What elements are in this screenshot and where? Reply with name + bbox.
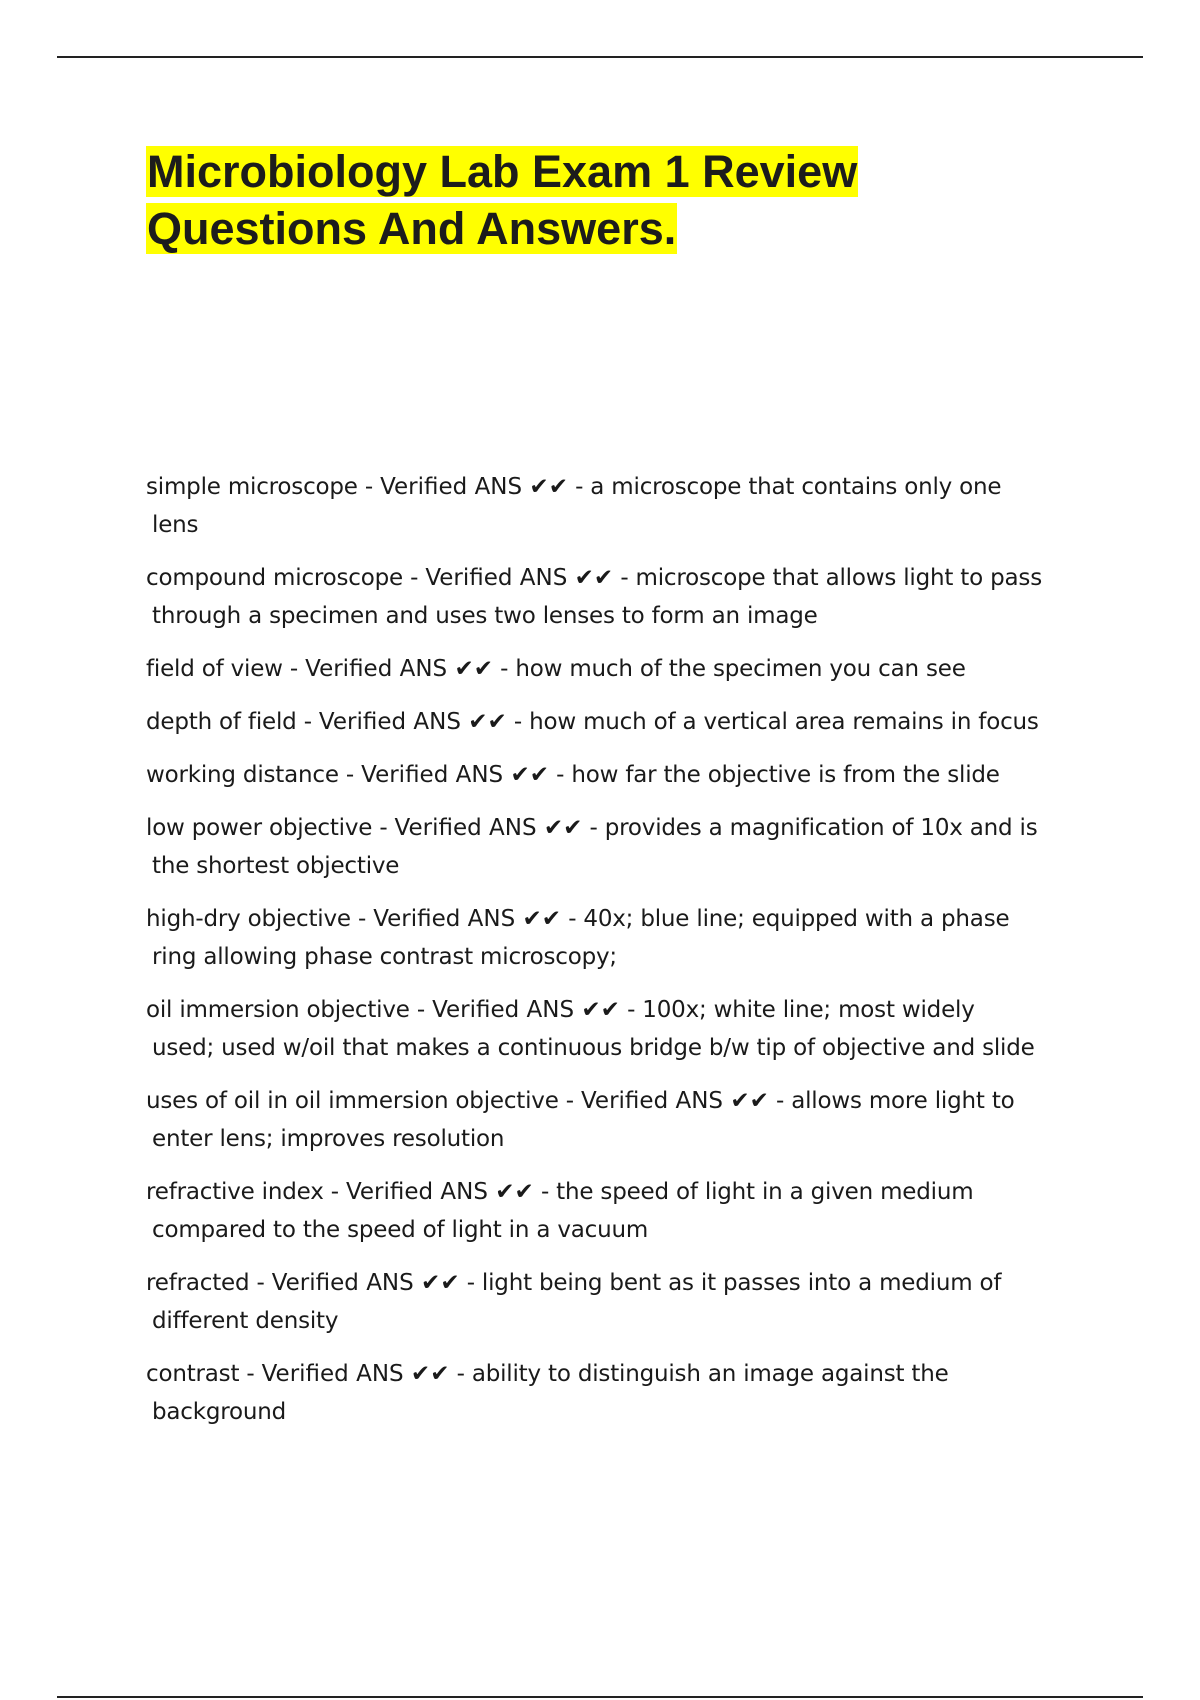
title-line-1: Microbiology Lab Exam 1 Review xyxy=(147,146,858,197)
qa-item: low power objective - Verified ANS ✔✔ - provides a magnification of 10x and is the shortest objective xyxy=(146,809,1096,885)
verified-marker: Verified ANS ✔✔ xyxy=(305,656,494,682)
qa-item: field of view - Verified ANS ✔✔ - how much of the specimen you can see xyxy=(146,656,966,682)
verified-marker: Verified ANS ✔✔ xyxy=(380,474,568,500)
top-rule xyxy=(57,56,1143,58)
title-line-2: Questions And Answers. xyxy=(147,203,677,254)
qa-term: refracted xyxy=(146,1270,250,1296)
qa-answer-continuation: compared to the speed of light in a vacuum xyxy=(152,1217,649,1243)
qa-answer: ability to distinguish an image against the xyxy=(471,1361,949,1387)
qa-answer: how much of a vertical area remains in focus xyxy=(529,709,1039,735)
qa-answer: 100x; white line; most widely xyxy=(642,997,975,1023)
qa-item: simple microscope - Verified ANS ✔✔ - a microscope that contains only one lens xyxy=(146,468,1096,544)
qa-answer: provides a magnification of 10x and is xyxy=(604,815,1038,841)
qa-term: contrast xyxy=(146,1361,240,1387)
qa-answer-continuation: the shortest objective xyxy=(152,853,400,879)
verified-marker: Verified ANS ✔✔ xyxy=(580,1088,769,1114)
qa-answer: how far the objective is from the slide xyxy=(571,762,1000,788)
qa-answer: light being bent as it passes into a medium of xyxy=(481,1270,1002,1296)
qa-term: uses of oil in oil immersion objective xyxy=(146,1088,559,1114)
qa-item: refracted - Verified ANS ✔✔ - light being bent as it passes into a medium of different density xyxy=(146,1264,1096,1340)
qa-item: oil immersion objective - Verified ANS ✔✔ - 100x; white line; most widely used; used w/oil that makes a continuous bridge b/w tip of objective and slide xyxy=(146,991,1096,1067)
qa-term: depth of field xyxy=(146,709,297,735)
qa-answer: a microscope that contains only one xyxy=(590,474,1002,500)
verified-marker: Verified ANS ✔✔ xyxy=(361,762,550,788)
qa-answer-continuation: background xyxy=(152,1399,287,1425)
qa-item: uses of oil in oil immersion objective - Verified ANS ✔✔ - allows more light to enter lens; improves resolution xyxy=(146,1082,1096,1158)
verified-marker: Verified ANS ✔✔ xyxy=(425,565,614,591)
qa-item: refractive index - Verified ANS ✔✔ - the speed of light in a given medium compared to the speed of light in a vacuum xyxy=(146,1173,1096,1249)
qa-item: depth of field - Verified ANS ✔✔ - how much of a vertical area remains in focus xyxy=(146,709,1039,735)
qa-answer-continuation: enter lens; improves resolution xyxy=(152,1126,505,1152)
qa-answer: allows more light to xyxy=(791,1088,1015,1114)
verified-marker: Verified ANS ✔✔ xyxy=(373,906,562,932)
qa-answer: the speed of light in a given medium xyxy=(556,1179,974,1205)
qa-answer-continuation: used; used w/oil that makes a continuous bridge b/w tip of objective and slide xyxy=(152,1035,1035,1061)
qa-answer: how much of the specimen you can see xyxy=(515,656,966,682)
verified-marker: Verified ANS ✔✔ xyxy=(432,997,620,1023)
bottom-rule xyxy=(57,1696,1143,1698)
qa-item: compound microscope - Verified ANS ✔✔ - microscope that allows light to pass through a specimen and uses two lenses to form an image xyxy=(146,559,1096,635)
qa-item: contrast - Verified ANS ✔✔ - ability to distinguish an image against the background xyxy=(146,1355,1096,1431)
verified-marker: Verified ANS ✔✔ xyxy=(345,1179,534,1205)
qa-answer-continuation: lens xyxy=(152,512,199,538)
qa-term: simple microscope xyxy=(146,474,358,500)
qa-term: compound microscope xyxy=(146,565,403,591)
qa-term: refractive index xyxy=(146,1179,324,1205)
qa-answer-continuation: through a specimen and uses two lenses to form an image xyxy=(152,603,818,629)
qa-answer-continuation: different density xyxy=(152,1308,339,1334)
verified-marker: Verified ANS ✔✔ xyxy=(261,1361,450,1387)
qa-item: high-dry objective - Verified ANS ✔✔ - 40x; blue line; equipped with a phase ring allowing phase contrast microscopy; xyxy=(146,900,1096,976)
qa-term: field of view xyxy=(146,656,283,682)
qa-list xyxy=(146,468,1096,1446)
qa-answer: microscope that allows light to pass xyxy=(635,565,1042,591)
verified-marker: Verified ANS ✔✔ xyxy=(394,815,583,841)
qa-term: high-dry objective xyxy=(146,906,351,932)
qa-term: working distance xyxy=(146,762,339,788)
qa-answer-continuation: ring allowing phase contrast microscopy; xyxy=(152,944,617,970)
qa-item: working distance - Verified ANS ✔✔ - how far the objective is from the slide xyxy=(146,762,1000,788)
verified-marker: Verified ANS ✔✔ xyxy=(318,709,507,735)
qa-term: oil immersion objective xyxy=(146,997,410,1023)
qa-answer: 40x; blue line; equipped with a phase xyxy=(583,906,1010,932)
document-title xyxy=(146,143,1046,257)
verified-marker: Verified ANS ✔✔ xyxy=(271,1270,460,1296)
qa-term: low power objective xyxy=(146,815,373,841)
